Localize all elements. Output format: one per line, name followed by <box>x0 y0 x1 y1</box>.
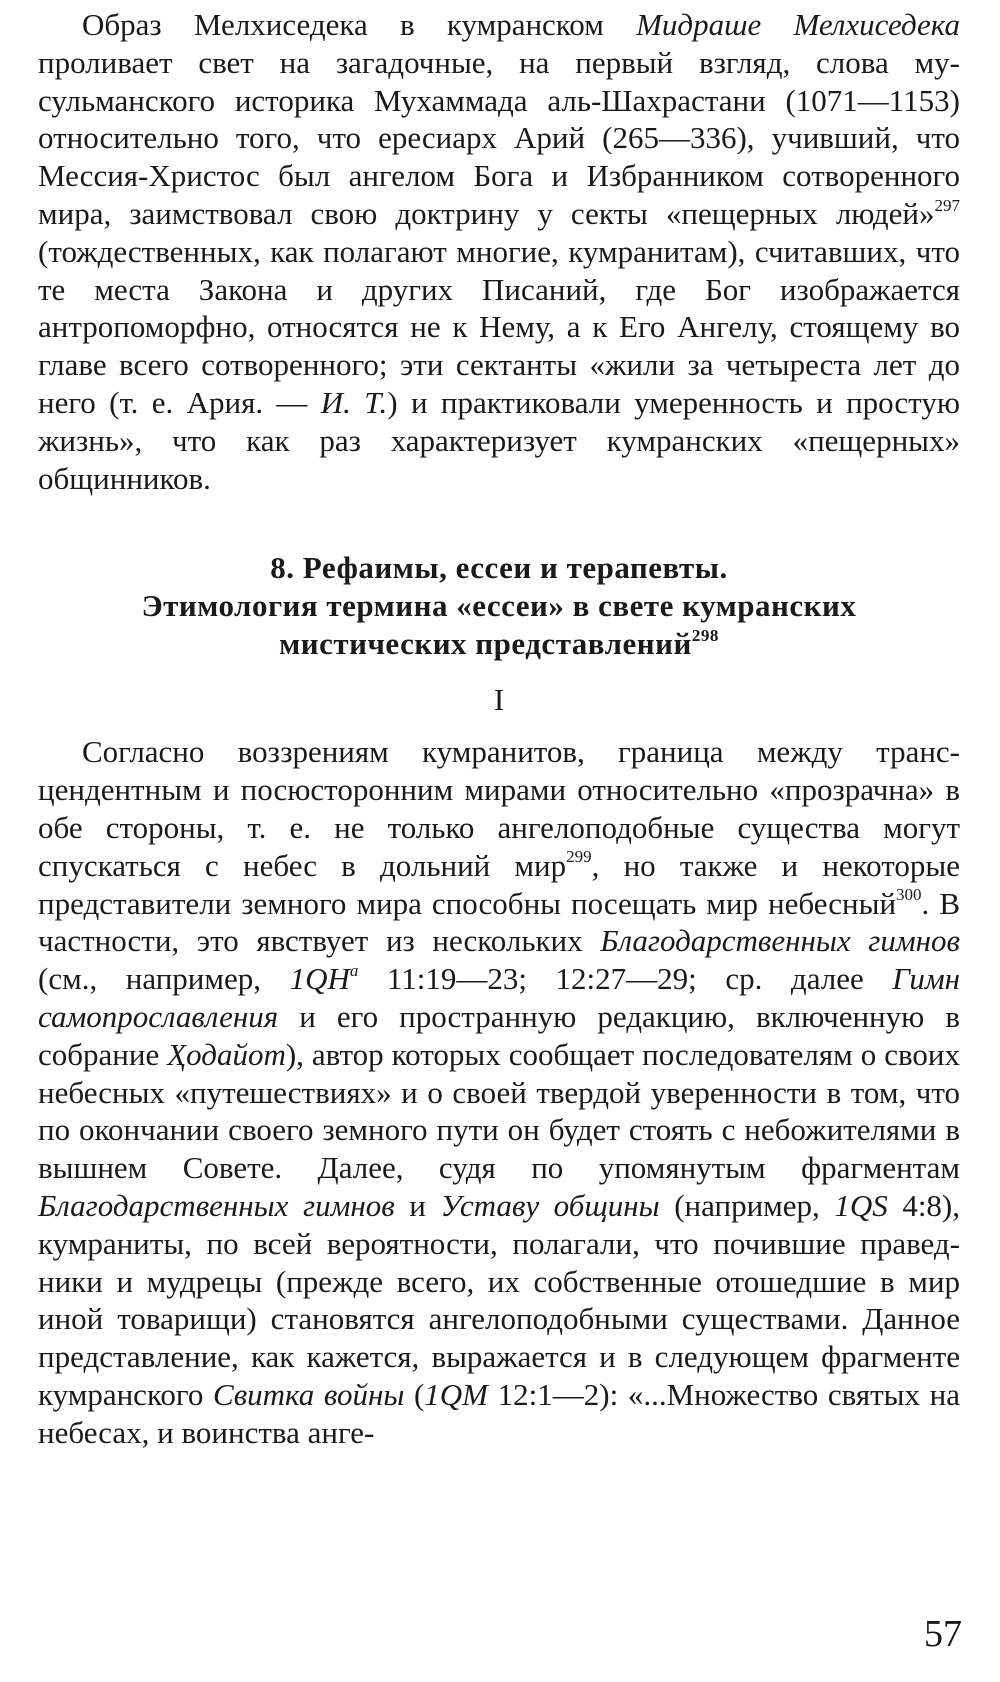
italic-title: Свитка войны <box>213 1376 405 1412</box>
text-run: (тождественных, как полагают многие, кумранитам), считавших, что те места Закона и других Писаний, где Бог изображается антропоморфно, относятся не к Нему, а к Его Ангелу, стоящему во главе всего сотворенного; эти сектанты «жили за четыреста лет до него (т. е. Ария. — <box>38 233 960 420</box>
text-run: ) и практиковали умеренность и простую жизнь», что как раз характеризует кумранских «пещерных» общинников. <box>38 384 960 496</box>
siglum-superscript: a <box>349 960 359 980</box>
italic-title: Благодарственных гимнов <box>600 923 960 959</box>
heading-line-2: Этимология термина «ессеи» в свете кумранских <box>141 588 857 624</box>
text-run: . В частности, это явствует из нескольких <box>38 885 960 959</box>
paragraph-qumran <box>38 733 960 1451</box>
paragraph-melchizedek <box>38 6 960 497</box>
italic-title: Благодарственных гимнов <box>38 1187 395 1223</box>
text-run: Согласно воззрениям кумранитов, граница между трансцендентным и посюсторонним мирами относительно «прозрачна» в обе стороны, т. е. не только ангелоподобные существа могут спускаться с небес в дольний мир <box>38 734 960 883</box>
italic-siglum: 1QM <box>424 1376 489 1412</box>
footnote-ref-298[interactable]: 298 <box>691 626 719 646</box>
italic-title: Мидраше Мелхиседека <box>636 7 960 42</box>
footnote-ref-297[interactable]: 297 <box>934 195 960 215</box>
italic-siglum <box>290 961 359 996</box>
italic-siglum: 1QS <box>834 1187 888 1223</box>
text-run: и <box>394 1187 441 1223</box>
siglum-text: 1QH <box>289 961 350 997</box>
footnote-ref-299[interactable]: 299 <box>566 847 592 867</box>
footnote-ref-300[interactable]: 300 <box>896 885 922 905</box>
text-run: 12:1—2): «...Множество святых на небесах, и воинства анге- <box>38 1376 960 1450</box>
italic-title: Уставу общины <box>440 1187 660 1223</box>
text-run: ), автор которых сообщает последователям о своих небесных «путешествиях» и о своей твердой уверенности в том, что по окончании своего земного пути он будет стоять с небожителями в вышнем Совете. Далее, судя по упомянутым фрагментам <box>38 1036 960 1186</box>
page-number: 57 <box>924 1613 962 1655</box>
section-heading <box>38 549 960 663</box>
heading-line-1: 8. Рефаимы, ессеи и терапевты. <box>270 550 728 586</box>
text-run: ( <box>404 1376 425 1412</box>
heading-line-3-text: мистических представлений <box>279 626 692 662</box>
text-run: 4:8), кумраниты, по всей вероятности, полагали, что почившие праведники и мудрецы (прежде всего, их собственные отошедшие в мир иной товарищи) становятся ангелоподобными существами. Данное представление, как кажется, выражается и в следующем фрагменте кумранского <box>38 1187 961 1412</box>
italic-title: Ҳодайот <box>167 1036 286 1072</box>
section-number: I <box>493 682 505 718</box>
book-page <box>38 6 960 1452</box>
text-run: , но также и некоторые представители земного мира способны посещать мир небесный <box>38 847 960 921</box>
text-run: (см., например, <box>38 961 290 997</box>
text-run: 11:19—23; 12:27—29; ср. далее <box>358 961 893 997</box>
heading-line-3 <box>38 625 960 663</box>
text-run: проливает свет на загадочные, на первый взгляд, слова мусульманского историка Мухаммада аль-Шахрастани (1071—1153) относительно того, что ересиарх Арий (265—336), учивший, что Мессия-Христос был ангелом Бога и Избранником сотворенного мира, заимствовал свою доктрину у секты «пещерных людей» <box>38 44 960 231</box>
text-run: Образ Мелхиседека в кумранском <box>82 7 637 42</box>
text-run: (например, <box>659 1187 835 1223</box>
italic-initials: И. Т. <box>320 384 388 420</box>
text-run: и его пространную редакцию, включенную в собрание <box>38 998 960 1072</box>
italic-title: Гимн самопрославления <box>38 961 960 1034</box>
